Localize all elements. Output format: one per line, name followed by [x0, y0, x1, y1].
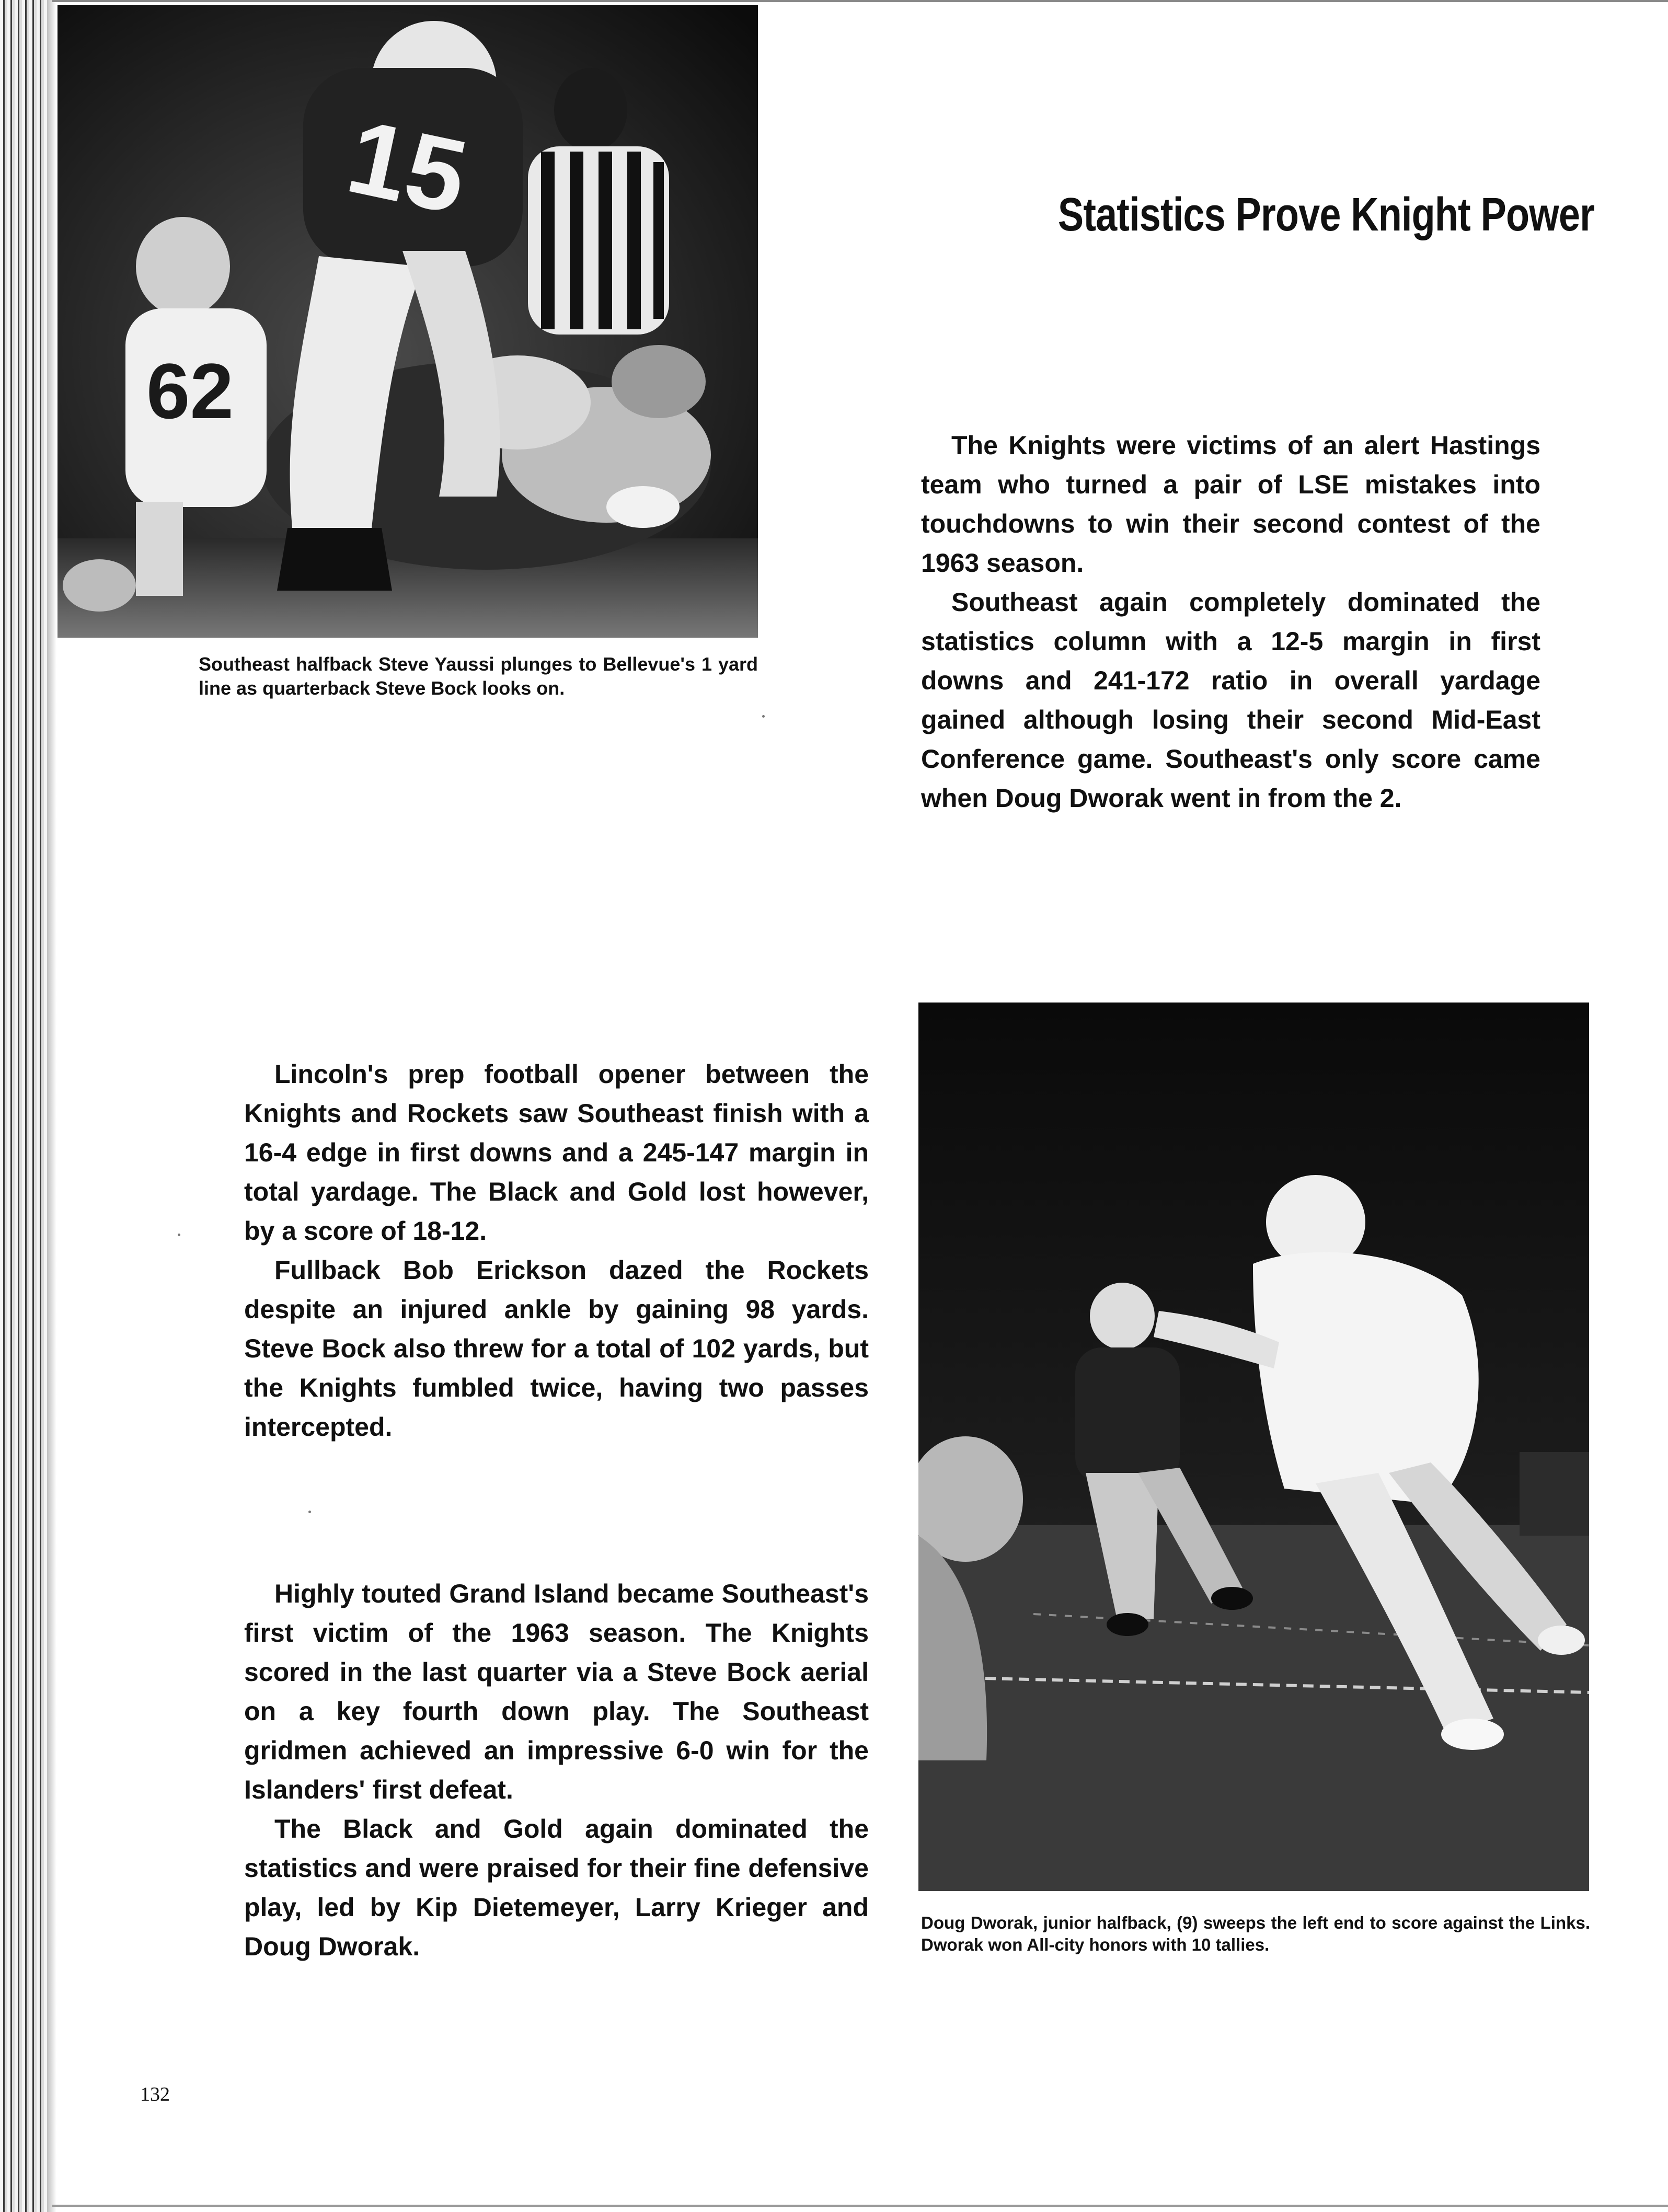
article-hastings: [921, 426, 1540, 818]
article-paragraph: Southeast again completely dominated the statistics column with a 12-5 margin in first downs and 241-172 ratio in overall yardage gained although losing their second Mid-East Conference game. Southeast's only score came when Doug Dworak went in from the 2.: [921, 587, 1540, 813]
paper-speck: [178, 1234, 180, 1236]
article-rockets: [244, 1055, 869, 1447]
jersey-number-15: 15: [338, 98, 477, 236]
photo-plunge-illustration: [57, 5, 758, 638]
photo-sweep-illustration: [918, 1003, 1589, 1891]
bottom-page-edge: [52, 2205, 1668, 2207]
article-paragraph: Highly touted Grand Island became Southeast's first victim of the 1963 season. The Knights scored in the last quarter via a Steve Bock aerial on a key fourth down play. The Southeast gridmen achieved an impressive 6-0 win for the Islanders' first defeat.: [244, 1579, 869, 1804]
photo-caption-sweep: Doug Dworak, junior halfback, (9) sweeps the left end to score against the Links. Dworak won All-city honors with 10 tallies.: [921, 1913, 1590, 1954]
article-paragraph: The Knights were victims of an alert Hastings team who turned a pair of LSE mistakes into touchdowns to win their second contest of the 1963 season.: [921, 431, 1540, 578]
article-grand-island: [244, 1574, 869, 1966]
paper-speck: [762, 715, 765, 718]
page-number: 132: [140, 2083, 170, 2105]
binding-shadow: [47, 0, 56, 2212]
paper-speck: [308, 1511, 311, 1513]
article-paragraph: The Black and Gold again dominated the statistics and were praised for their fine defensive play, led by Kip Dietemeyer, Larry Krieger and Doug Dworak.: [244, 1814, 869, 1961]
article-paragraph: Fullback Bob Erickson dazed the Rockets despite an injured ankle by gaining 98 yards. Steve Bock also threw for a total of 102 yards, but the Knights fumbled twice, having two passes intercepted.: [244, 1255, 869, 1442]
football-photo-sweep: [918, 1003, 1589, 1891]
top-page-edge: [52, 0, 1668, 2]
page-title: Statistics Prove Knight Power: [1057, 189, 1594, 241]
photo-caption-plunge: Southeast halfback Steve Yaussi plunges to Bellevue's 1 yard line as quarterback Steve Bock looks on.: [199, 653, 758, 699]
football-photo-plunge: [57, 5, 758, 638]
article-paragraph: Lincoln's prep football opener between the Knights and Rockets saw Southeast finish with a 16-4 edge in first downs and a 245-147 margin in total yardage. The Black and Gold lost however, by a score of 18-12.: [244, 1059, 869, 1246]
jersey-number-62: 62: [146, 347, 234, 435]
book-binding: [0, 0, 47, 2212]
